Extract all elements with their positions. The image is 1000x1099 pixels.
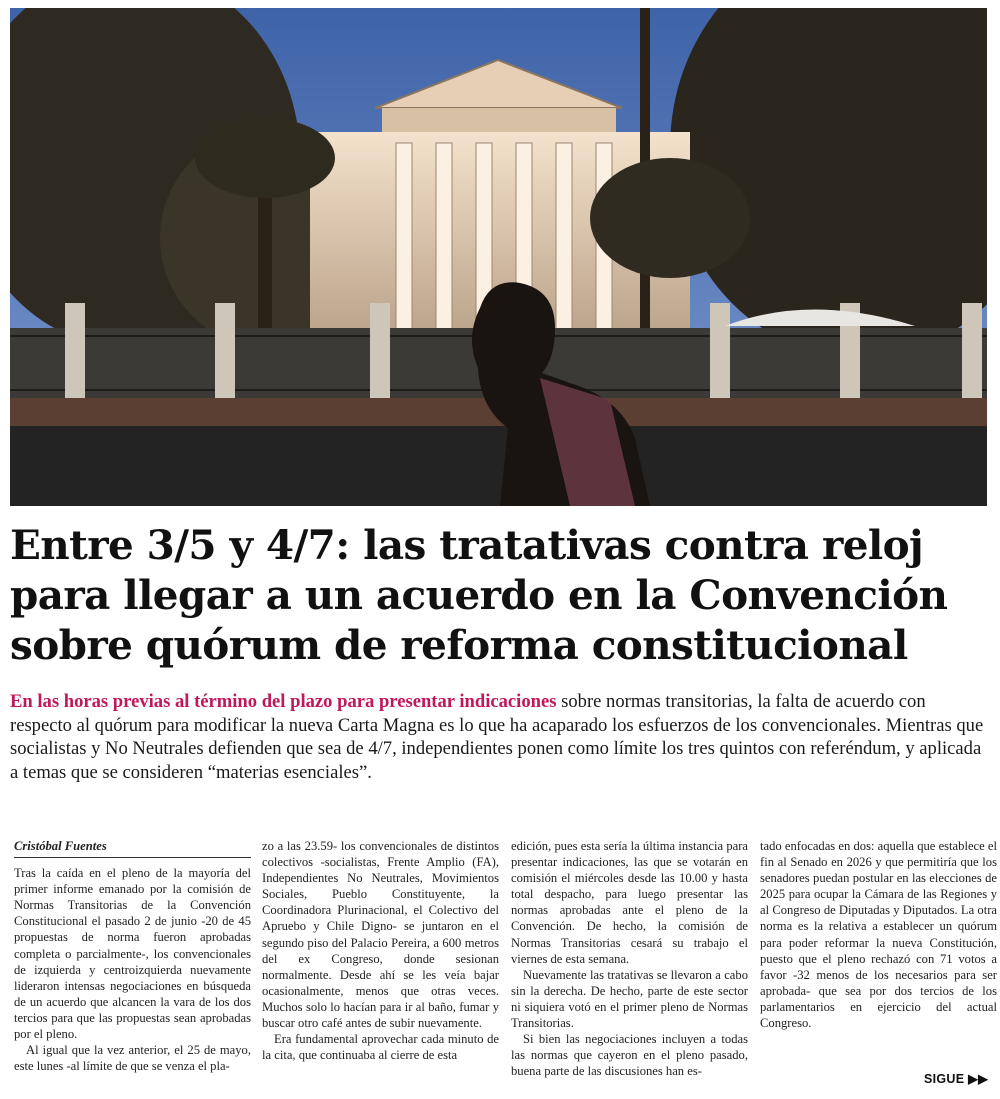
- headline-line-2: para llegar a un acuerdo en la Convención: [10, 571, 948, 619]
- body-column-4: [760, 838, 997, 1031]
- headline-line-3: sobre quórum de reforma constitucional: [10, 621, 908, 669]
- body-paragraph: Al igual que la vez anterior, el 25 de mayo, este lunes -al límite de que se venza el pla-: [14, 1043, 251, 1074]
- body-column-3: [511, 838, 748, 1079]
- lead-photo: [10, 8, 987, 506]
- body-column-1: [14, 838, 251, 1074]
- lead-paragraph: [10, 690, 990, 784]
- continue-label: SIGUE ▶▶: [924, 1072, 988, 1086]
- body-paragraph: Era fundamental aprovechar cada minuto de la cita, que continuaba al cierre de esta: [262, 1032, 499, 1063]
- headline: [10, 520, 990, 670]
- headline-line-1: Entre 3/5 y 4/7: las tratativas contra reloj: [10, 521, 924, 569]
- lead-text: sobre normas transitorias, la falta de acuerdo con respecto al quórum para modificar la nueva Carta Magna es lo que ha acaparado los esfuerzos de los convencionales. Mientras que socialistas y No Neutrales defienden que sea de 4/7, independientes ponen como límite los tres quintos con referéndum, y aplicada a temas que se consideren “materias esenciales”.: [10, 691, 984, 783]
- body-column-2: [262, 838, 499, 1063]
- body-paragraph: Nuevamente las tratativas se llevaron a cabo sin la derecha. De hecho, parte de este sector ni siquiera votó en el primer pleno de Normas Transitorias.: [511, 967, 748, 1031]
- body-paragraph: zo a las 23.59- los convencionales de distintos colectivos -socialistas, Frente Amplio (FA), Independientes No Neutrales, Movimientos Sociales, Pueblo Constituyente, la Coordinadora Plurinacional, el Colectivo del Apruebo y Chile Digno- se juntaron en el segundo piso del Palacio Pereira, a 600 metros del ex Congreso, donde sesionan normalmente. Desde ahí se les veía bajar ocasionalmente, menos que otras veces. Muchos solo lo hacían para ir al baño, fumar y buscar otro café antes de subir nuevamente.: [262, 839, 499, 1031]
- body-paragraph: tado enfocadas en dos: aquella que establece el fin al Senado en 2026 y que permitiría que los senadores puedan postular en las elecciones de 2025 para ocupar la Cámara de las Regiones y al Congreso de Diputadas y Diputados. La otra norma es la relativa a establecer un quórum para poder reformar la nueva Constitución, puesto que el pleno rechazó con 71 votos a favor -32 menos de los necesarios para ser aprobada- que sea por dos tercios de los parlamentarios en ejercicio del actual Congreso.: [760, 839, 997, 1031]
- body-paragraph: edición, pues esta sería la última instancia para presentar indicaciones, las que se votarán en comisión el miércoles desde las 10.00 y hasta total despacho, para luego presentar las normas aprobadas ante el pleno de la Convención. De hecho, la comisión de Normas Transitorias cesará su trabajo el viernes de esta semana.: [511, 839, 748, 966]
- body-paragraph: Si bien las negociaciones incluyen a todas las normas que cayeron en el pleno pasado, buena parte de las discusiones han es-: [511, 1032, 748, 1079]
- lead-highlight: En las horas previas al término del plazo para presentar indicaciones: [10, 691, 557, 712]
- byline: Cristóbal Fuentes: [14, 838, 251, 858]
- body-paragraph: Tras la caída en el pleno de la mayoría del primer informe emanado por la comisión de Normas Transitorias de la Convención Constitucional el pasado 2 de junio -20 de 45 propuestas de norma fueron aprobadas completa o parcialmente-, los convencionales de izquierda y centroizquierda nuevamente lideraron intensas negociaciones en búsqueda de un acuerdo que alcancen la vara de los dos tercios para que las propuestas sean aprobadas por el pleno.: [14, 866, 251, 1042]
